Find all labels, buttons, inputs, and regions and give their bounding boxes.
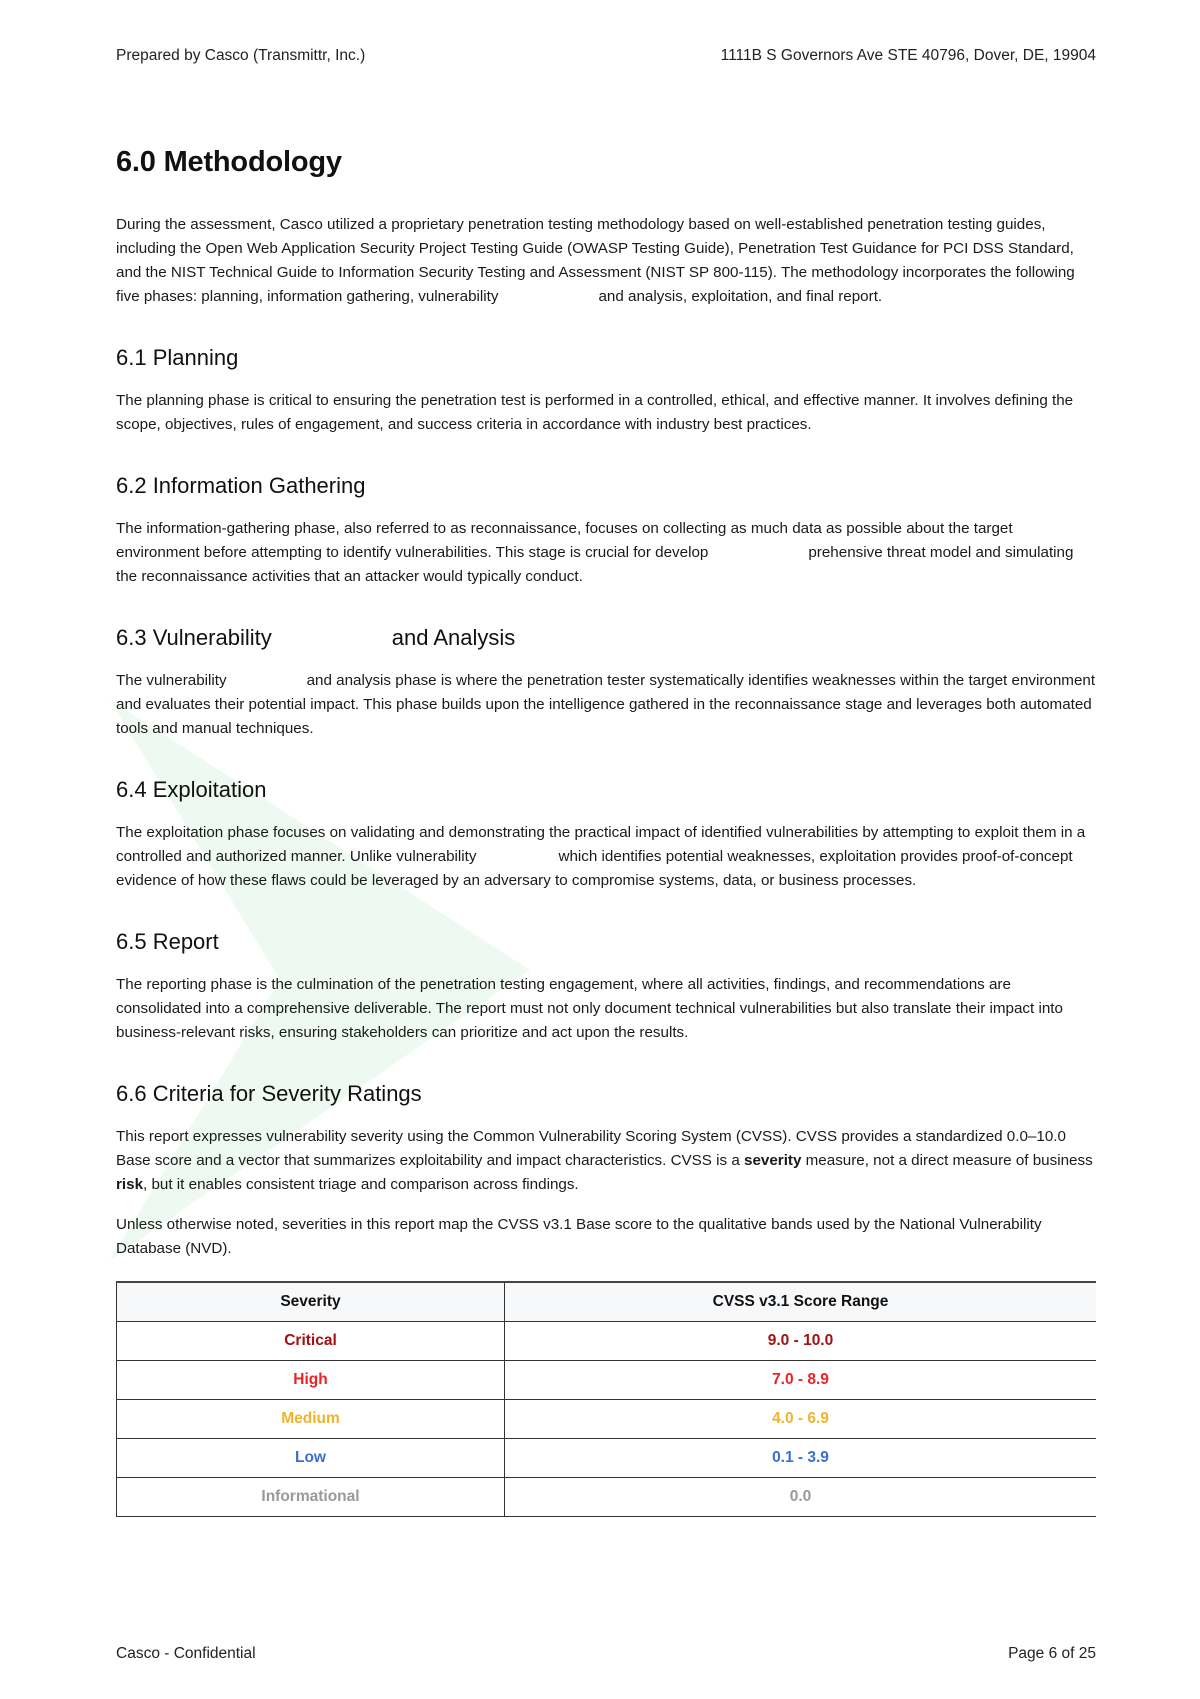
exploitation-paragraph — [116, 821, 1096, 893]
table-row — [117, 1400, 1097, 1439]
table-row — [117, 1361, 1097, 1400]
info-gathering-text-b: prehensive threat model and simulating the reconnaissance activities that an attacker would typically conduct. — [116, 544, 1074, 585]
severity-p1-text-b: measure, not a direct measure of business — [801, 1152, 1093, 1169]
severity-table — [116, 1281, 1096, 1517]
footer-confidential: Casco - Confidential — [116, 1645, 256, 1662]
vuln-heading-a: 6.3 Vulnerability — [116, 625, 272, 650]
severity-label-high: High — [117, 1361, 505, 1400]
severity-bold-term: severity — [744, 1152, 802, 1169]
page-header — [116, 47, 1096, 65]
vuln-analysis-paragraph — [116, 669, 1096, 741]
severity-table-header-row — [117, 1282, 1097, 1322]
severity-label-critical: Critical — [117, 1322, 505, 1361]
exploitation-text-b: which identifies potential weaknesses, exploitation provides proof-of-concept evidence of how these flaws could be leveraged by an adversary to compromise systems, data, or business processes. — [116, 848, 1073, 889]
header-prepared-by: Prepared by Casco (Transmittr, Inc.) — [116, 47, 366, 64]
table-row — [117, 1439, 1097, 1478]
severity-heading: 6.6 Criteria for Severity Ratings — [116, 1081, 422, 1106]
section-title: 6.0 Methodology — [116, 146, 342, 178]
score-range-critical: 9.0 - 10.0 — [505, 1322, 1097, 1361]
info-gathering-text-a: The information-gathering phase, also referred to as reconnaissance, focuses on collecting as much data as possible about the target environment before attempting to identify vulnerabilities. This stage is crucial for develop — [116, 520, 1013, 561]
table-row — [117, 1322, 1097, 1361]
report-paragraph: The reporting phase is the culmination of the penetration testing engagement, where all activities, findings, and recommendations are consolidated into a comprehensive deliverable. The report must not only document technical vulnerabilities but also translate their impact into business-relevant risks, ensuring stakeholders can prioritize and act upon the results. — [116, 976, 1063, 1041]
page-footer — [116, 1645, 1096, 1663]
score-range-high: 7.0 - 8.9 — [505, 1361, 1097, 1400]
vuln-heading-b: and Analysis — [391, 625, 516, 650]
severity-label-medium: Medium — [117, 1400, 505, 1439]
exploitation-heading: 6.4 Exploitation — [116, 777, 267, 802]
score-range-informational: 0.0 — [505, 1478, 1097, 1517]
score-range-column-header: CVSS v3.1 Score Range — [505, 1282, 1097, 1322]
vuln-text-a: The vulnerability — [116, 672, 227, 689]
info-gathering-heading: 6.2 Information Gathering — [116, 473, 366, 498]
header-address: 1111B S Governors Ave STE 40796, Dover, DE, 19904 — [720, 47, 1096, 64]
intro-text-b: and analysis, exploitation, and final report. — [598, 288, 883, 305]
footer-page-number: Page 6 of 25 — [1008, 1645, 1096, 1662]
planning-heading: 6.1 Planning — [116, 345, 239, 370]
intro-text-a: During the assessment, Casco utilized a proprietary penetration testing methodology based on well-established penetration testing guides, including the Open Web Application Security Project Testing Guide (OWASP Testing Guide), Penetration Test Guidance for PCI DSS Standard, and the NIST Technical Guide to Information Security Testing and Assessment (NIST SP 800-115). The methodology incorporates the following five phases: planning, information gathering, vulnerability — [116, 216, 1075, 305]
info-gathering-paragraph — [116, 517, 1096, 589]
severity-column-header: Severity — [117, 1282, 505, 1322]
main-content — [116, 146, 1096, 1517]
severity-paragraph-2: Unless otherwise noted, severities in this report map the CVSS v3.1 Base score to the qualitative bands used by the National Vulnerability Database (NVD). — [116, 1216, 1042, 1257]
severity-p1-text-c: , but it enables consistent triage and comparison across findings. — [143, 1176, 579, 1193]
severity-label-low: Low — [117, 1439, 505, 1478]
score-range-medium: 4.0 - 6.9 — [505, 1400, 1097, 1439]
report-heading: 6.5 Report — [116, 929, 219, 954]
severity-p1-text-a: This report expresses vulnerability severity using the Common Vulnerability Scoring System (CVSS). CVSS provides a standardized 0.0–10.0 Base score and a vector that summarizes exploitability and impact characteristics. CVSS is a — [116, 1128, 1066, 1169]
risk-bold-term: risk — [116, 1176, 144, 1193]
score-range-low: 0.1 - 3.9 — [505, 1439, 1097, 1478]
intro-paragraph — [116, 213, 1096, 309]
exploitation-text-a: The exploitation phase focuses on validating and demonstrating the practical impact of identified vulnerabilities by attempting to exploit them in a controlled and authorized manner. Unlike vulnerability — [116, 824, 1086, 865]
severity-paragraph-1 — [116, 1125, 1096, 1197]
planning-paragraph: The planning phase is critical to ensuring the penetration test is performed in a controlled, ethical, and effective manner. It involves defining the scope, objectives, rules of engagement, and success criteria in accordance with industry best practices. — [116, 392, 1074, 433]
vuln-analysis-heading — [116, 625, 1096, 651]
table-row — [117, 1478, 1097, 1517]
vuln-text-b: and analysis phase is where the penetration tester systematically identifies weaknesses within the target environment and evaluates their potential impact. This phase builds upon the intelligence gathered in the reconnaissance stage and leverages both automated tools and manual techniques. — [116, 672, 1096, 737]
severity-label-informational: Informational — [117, 1478, 505, 1517]
